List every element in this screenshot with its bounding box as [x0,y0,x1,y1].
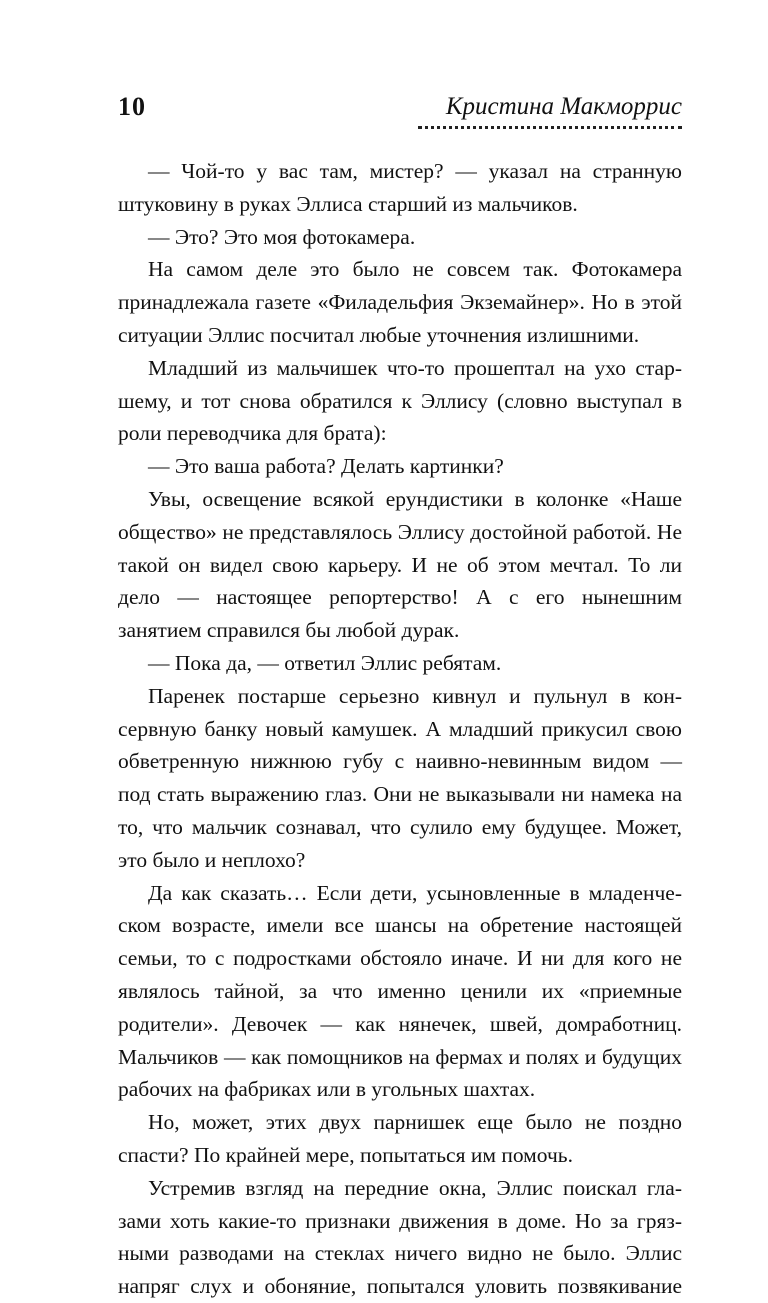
paragraph: — Это? Это моя фотокамера. [148,224,416,249]
paragraph: — Это ваша работа? Делать картинки? [148,454,504,479]
paragraph: Но, может, этих двух парнишек еще было не поздно спасти? По крайней мере, попытаться им помочь. [118,1110,682,1167]
header-dotted-rule [418,126,682,129]
paragraph: Устремив взгляд на передние окна, Эллис поискал глазами хоть какие-то признаки движения в доме. Но за грязными разводами на стеклах ничего видно не было. Эллис напряг слух и обоняние, попытался уловить позвякивание [118,1175,682,1299]
paragraph: На самом деле это было не совсем так. Фотокамера принадлежала газете «Филадельфия Экземайнер». Но в этой ситуации Эллис посчитал любые уточнения излишними. [118,257,682,347]
body-text [118,155,682,1303]
running-head-author: Кристина Макморрис [445,93,682,120]
paragraph: Младший из мальчишек что-то прошептал на ухо старшему, и тот снова обратился к Эллису (словно выступал в роли переводчика для брата): [118,355,682,446]
running-header [118,92,682,132]
paragraph: Паренек постарше серьезно кивнул и пульнул в консервную банку новый камушек. А младший прикусил свою обветренную нижнюю губу с наивно-невинным видом — под стать выражению глаз. Они не выказывали ни намека на то, что мальчик сознавал, что сулило ему будущее. Может, это было и неплохо? [118,683,682,872]
paragraph: — Пока да, — ответил Эллис ребятам. [148,650,502,675]
paragraph: Увы, освещение всякой ерундистики в колонке «Наше общество» не представлялось Эллису достойной работой. Не такой он видел свою карьеру. И не об этом мечтал. То ли дело — настоящее репортерство! А с его нынешним занятием справился бы любой дурак. [118,486,682,643]
paragraph: Да как сказать… Если дети, усыновленные в младенческом возрасте, имели все шансы на обретение настоящей семьи, то с подростками обстояло иначе. И ни для кого не являлось тайной, за что именно ценили их «приемные родители». Девочек — как нянечек, швей, домработниц. Мальчиков — как помощников на фермах и полях и будущих рабочих на фабриках или в угольных шахтах. [118,880,682,1102]
page-number: 10 [118,92,146,121]
paragraph: — Чой-то у вас там, мистер? — указал на странную штуковину в руках Эллиса старший из мальчиков. [118,159,682,216]
